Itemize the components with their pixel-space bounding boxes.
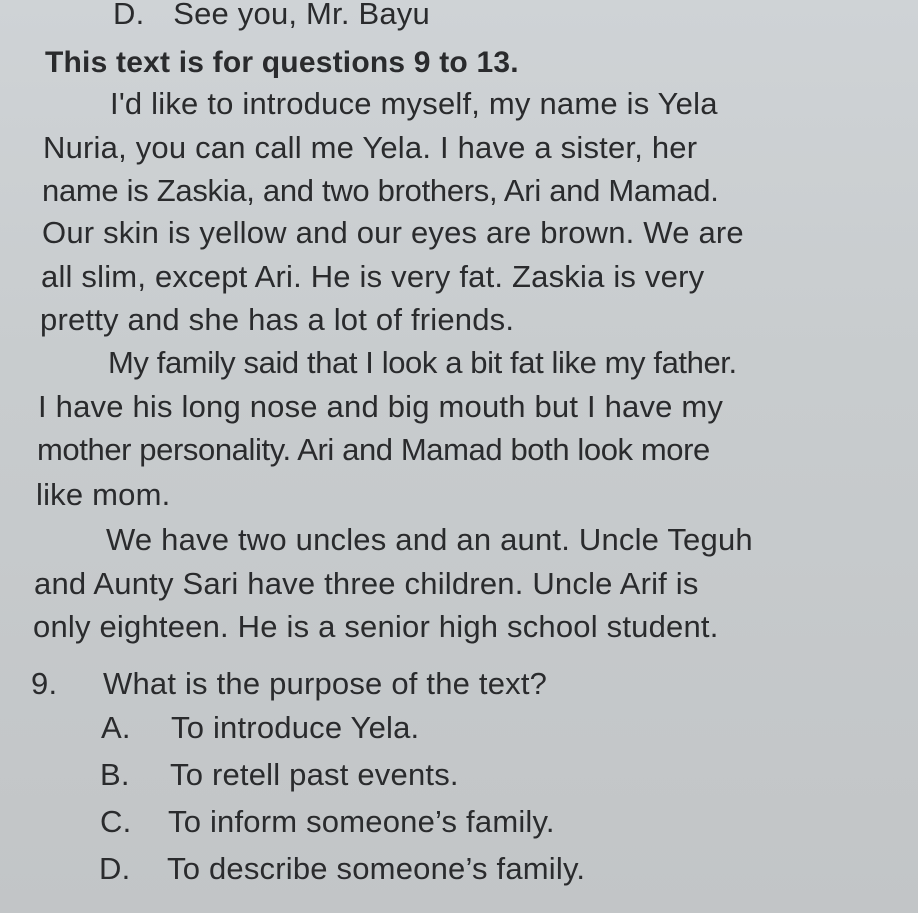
passage-line: mother personality. Ari and Mamad both look more bbox=[37, 432, 710, 467]
option-letter: D. bbox=[113, 0, 145, 31]
option-letter: D. bbox=[99, 851, 131, 886]
passage-line: pretty and she has a lot of friends. bbox=[40, 302, 515, 337]
passage-line: only eighteen. He is a senior high school student. bbox=[33, 609, 719, 644]
option-text: To introduce Yela. bbox=[171, 710, 420, 745]
question-text: What is the purpose of the text? bbox=[103, 666, 548, 701]
passage-line: Our skin is yellow and our eyes are brown. We are bbox=[42, 215, 744, 250]
option-letter: C. bbox=[100, 804, 132, 839]
passage-line: Nuria, you can call me Yela. I have a sister, her bbox=[43, 130, 698, 165]
option-b bbox=[100, 757, 459, 793]
option-text: To retell past events. bbox=[170, 757, 459, 792]
passage-line: and Aunty Sari have three children. Uncle Arif is bbox=[34, 566, 699, 601]
previous-option bbox=[113, 0, 430, 32]
option-text: To describe someone’s family. bbox=[167, 851, 586, 886]
passage-line: I have his long nose and big mouth but I have my bbox=[38, 389, 724, 424]
option-text: See you, Mr. Bayu bbox=[173, 0, 430, 31]
passage-line: We have two uncles and an aunt. Uncle Teguh bbox=[106, 522, 753, 557]
section-heading: This text is for questions 9 to 13. bbox=[45, 46, 519, 79]
option-d bbox=[99, 851, 586, 887]
passage-line: name is Zaskia, and two brothers, Ari and Mamad. bbox=[42, 173, 719, 208]
question-line bbox=[31, 666, 548, 702]
passage-line: My family said that I look a bit fat like my father. bbox=[108, 345, 737, 380]
option-letter: B. bbox=[100, 757, 130, 792]
option-a bbox=[101, 710, 420, 746]
passage-line: I'd like to introduce myself, my name is Yela bbox=[110, 86, 718, 121]
option-letter: A. bbox=[101, 710, 131, 745]
passage-line: like mom. bbox=[36, 477, 171, 512]
passage-line: all slim, except Ari. He is very fat. Zaskia is very bbox=[41, 259, 705, 294]
option-c bbox=[100, 804, 555, 840]
option-text: To inform someone’s family. bbox=[168, 804, 555, 839]
question-number: 9. bbox=[31, 666, 58, 701]
